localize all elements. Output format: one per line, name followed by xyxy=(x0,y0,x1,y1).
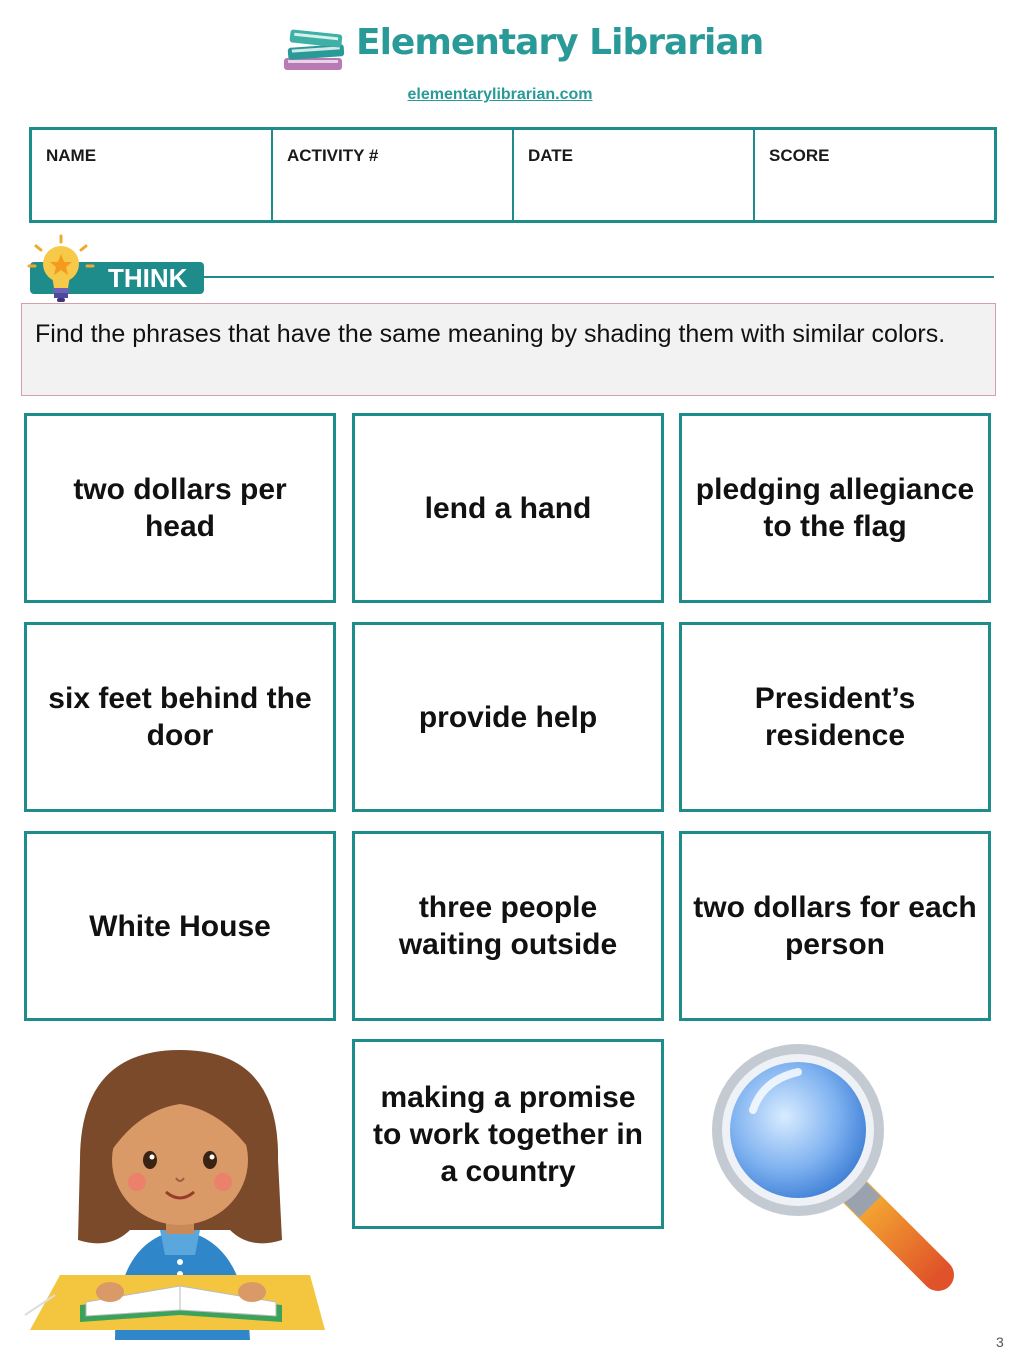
think-divider xyxy=(200,276,994,278)
phrase-card[interactable] xyxy=(352,831,664,1021)
phrase-card[interactable] xyxy=(679,831,991,1021)
phrase-card[interactable] xyxy=(352,413,664,603)
phrase-text: President’s residence xyxy=(754,682,916,752)
phrase-text: pledging allegiance to the flag xyxy=(695,473,975,543)
phrase-card[interactable] xyxy=(24,413,336,603)
phrase-text: two dollars for each person xyxy=(693,891,977,961)
phrase-card[interactable] xyxy=(679,622,991,812)
phrase-text: three people waiting outside xyxy=(398,891,618,961)
score-field[interactable]: SCORE xyxy=(769,146,830,165)
magnifying-glass-icon xyxy=(708,1040,968,1300)
site-link[interactable]: elementarylibrarian.com xyxy=(407,86,593,103)
phrase-text: six feet behind the door xyxy=(48,682,312,752)
info-table xyxy=(29,127,997,223)
phrase-card[interactable] xyxy=(352,1039,664,1229)
phrase-text: White House xyxy=(89,909,271,943)
phrase-text: two dollars per head xyxy=(73,473,287,543)
name-field[interactable]: NAME xyxy=(32,130,273,220)
phrase-text: lend a hand xyxy=(424,491,592,525)
phrase-card[interactable] xyxy=(679,413,991,603)
phrase-card[interactable] xyxy=(24,622,336,812)
brand-title: Elementary Librarian xyxy=(356,22,764,63)
phrase-text: making a promise to work together in a country xyxy=(373,1080,643,1188)
instruction-text: Find the phrases that have the same meaning by shading them with similar colors. xyxy=(21,303,996,396)
think-label: THINK xyxy=(108,263,188,293)
page-number: 3 xyxy=(996,1334,1004,1350)
date-field[interactable]: DATE xyxy=(514,130,755,220)
books-icon xyxy=(280,24,348,74)
phrase-card[interactable] xyxy=(24,831,336,1021)
phrase-card[interactable] xyxy=(352,622,664,812)
lightbulb-icon xyxy=(26,234,96,304)
girl-reading-illustration xyxy=(20,1040,340,1340)
activity-field[interactable]: ACTIVITY # xyxy=(273,130,514,220)
phrase-text: provide help xyxy=(418,700,598,734)
